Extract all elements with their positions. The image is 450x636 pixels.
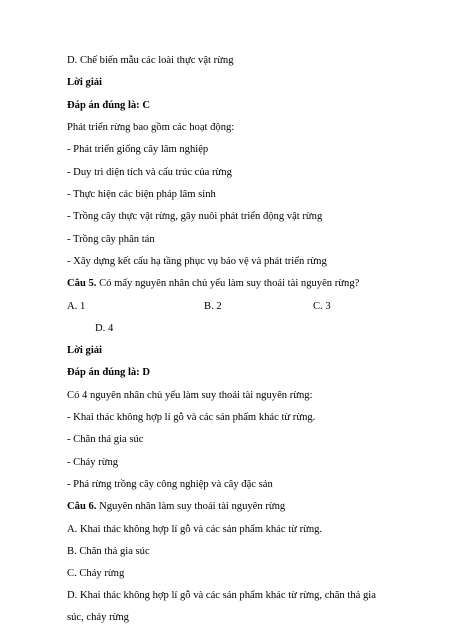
solution-heading: Lời giải <box>67 345 103 356</box>
explanation-intro: Có 4 nguyên nhân chủ yếu làm suy thoái tài nguyên rừng: <box>67 390 313 401</box>
explanation-item: - Thực hiện các biện pháp lâm sinh <box>67 189 216 200</box>
q6-option-a: A. Khai thác không hợp lí gỗ và các sản phẩm khác từ rừng. <box>67 524 323 535</box>
q6-option-d: D. Khai thác không hợp lí gỗ và các sản phẩm khác từ rừng, chăn thả gia <box>67 590 376 601</box>
question-text: Có mấy nguyên nhân chủ yếu làm suy thoái tài nguyên rừng? <box>96 278 360 289</box>
option-d-prev: D. Chế biến mẫu các loài thực vật rừng <box>67 55 234 66</box>
explanation-item: - Duy trì diện tích và cấu trúc của rừng <box>67 167 232 178</box>
q5-option-a: A. 1 <box>67 301 86 312</box>
q5-option-c: C. 3 <box>313 301 331 312</box>
explanation-item: - Trồng cây phân tán <box>67 234 155 245</box>
question-5 <box>67 277 359 291</box>
q6-option-d-cont: súc, cháy rừng <box>67 612 129 623</box>
q6-option-c: C. Cháy rừng <box>67 568 125 579</box>
q5-option-b: B. 2 <box>204 301 222 312</box>
explanation-item: - Xây dựng kết cấu hạ tầng phục vụ bảo vệ và phát triển rừng <box>67 256 327 267</box>
question-label: Câu 5. <box>67 278 97 289</box>
solution-heading: Lời giải <box>67 77 103 88</box>
explanation-item: - Chăn thả gia súc <box>67 434 144 445</box>
explanation-item: - Cháy rừng <box>67 457 119 468</box>
question-label: Câu 6. <box>67 501 97 512</box>
explanation-intro: Phát triển rừng bao gồm các hoạt động: <box>67 122 235 133</box>
question-6 <box>67 500 285 514</box>
explanation-item: - Phá rừng trồng cây công nghiệp và cây đặc sản <box>67 479 273 490</box>
q5-option-d: D. 4 <box>95 323 114 334</box>
explanation-item: - Khai thác không hợp lí gỗ và các sản phẩm khác từ rừng. <box>67 412 316 423</box>
explanation-item: - Trồng cây thực vật rừng, gây nuôi phát triển động vật rừng <box>67 211 323 222</box>
q6-option-b: B. Chăn thả gia súc <box>67 546 150 557</box>
answer-line: Đáp án đúng là: C <box>67 100 151 111</box>
answer-line: Đáp án đúng là: D <box>67 367 151 378</box>
explanation-item: - Phát triển giống cây lâm nghiệp <box>67 144 209 155</box>
question-text: Nguyên nhân làm suy thoái tài nguyên rừng <box>96 501 286 512</box>
